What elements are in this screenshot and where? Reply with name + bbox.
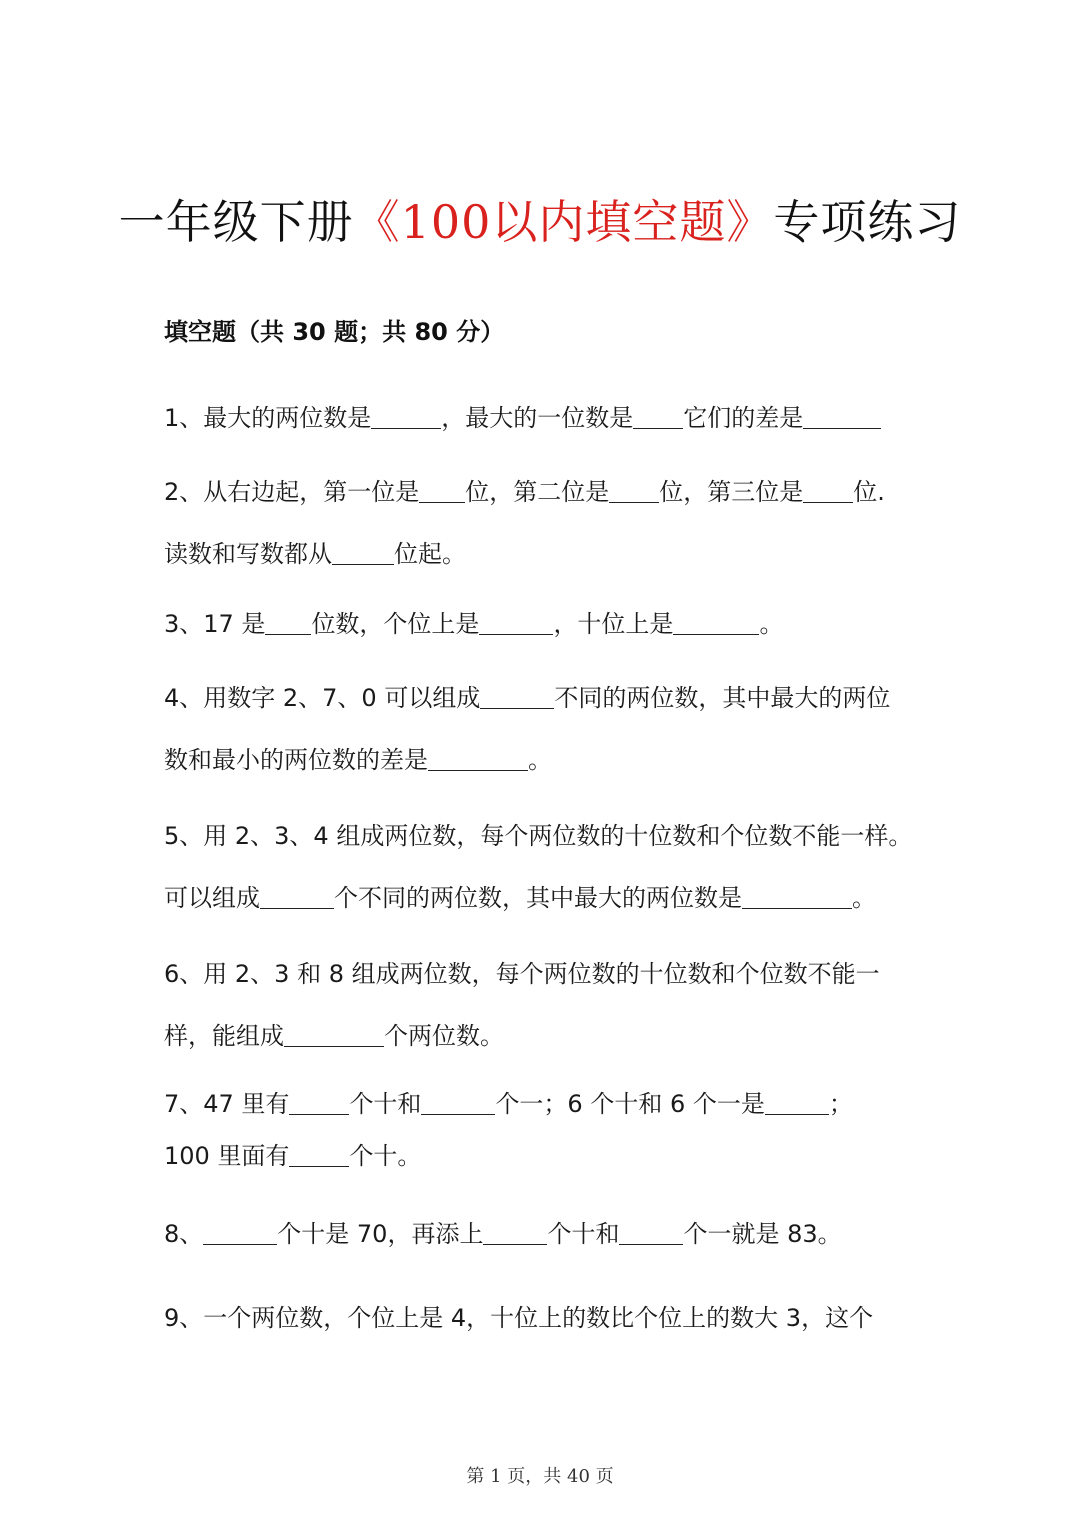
- answer-blank[interactable]: [371, 403, 441, 429]
- question-text-segment: 位，第二位是: [465, 478, 610, 506]
- question-text-segment: 6、用 2、3 和 8 组成两位数，每个两位数的十位数和个位数不能一: [164, 960, 880, 988]
- question-2-line-1: [164, 472, 885, 507]
- question-text-segment: 4、用数字 2、7、0 可以组成: [164, 684, 481, 712]
- question-text-segment: 位数，个位上是: [311, 610, 480, 638]
- page-footer: 第 1 页，共 40 页: [466, 1466, 614, 1487]
- answer-blank[interactable]: [284, 1021, 384, 1047]
- question-3-line-1: [164, 604, 783, 639]
- question-6-line-1: [164, 954, 880, 989]
- question-text-segment: 数和最小的两位数的差是: [164, 746, 428, 774]
- answer-blank[interactable]: [803, 403, 881, 429]
- question-text-segment: 可以组成: [164, 884, 260, 912]
- title-prefix: 一年级下册: [118, 195, 354, 249]
- answer-blank[interactable]: [428, 745, 528, 771]
- answer-blank[interactable]: [260, 883, 334, 909]
- answer-blank[interactable]: [673, 609, 759, 635]
- question-text-segment: 位起。: [394, 540, 466, 568]
- question-text-segment: 个一；6 个十和 6 个一是: [495, 1090, 765, 1118]
- question-5-line-1: [164, 816, 912, 851]
- question-text-segment: 。: [852, 884, 876, 912]
- question-2-line-2: [164, 534, 466, 569]
- question-text-segment: 5、用 2、3、4 组成两位数，每个两位数的十位数和个位数不能一样。: [164, 822, 913, 850]
- section-heading: 填空题（共 30 题；共 80 分）: [164, 318, 505, 346]
- question-7-line-2: [164, 1136, 421, 1171]
- question-text-segment: 100 里面有: [164, 1142, 290, 1170]
- title-suffix: 专项练习: [773, 195, 962, 249]
- question-text-segment: 位.: [853, 478, 885, 506]
- question-text-segment: 1、最大的两位数是: [164, 404, 372, 432]
- answer-blank[interactable]: [619, 1219, 683, 1245]
- question-text-segment: 个十和: [547, 1220, 620, 1248]
- question-text-segment: ；: [828, 1090, 853, 1118]
- answer-blank[interactable]: [332, 539, 394, 565]
- question-text-segment: 。: [759, 610, 784, 638]
- answer-blank[interactable]: [803, 477, 853, 503]
- question-4-line-1: [164, 678, 890, 713]
- question-text-segment: 个一就是 83。: [683, 1220, 842, 1248]
- answer-blank[interactable]: [480, 683, 554, 709]
- question-text-segment: 个十是 70，再添上: [277, 1220, 484, 1248]
- question-7-line-1: [164, 1084, 853, 1119]
- question-text-segment: 个两位数。: [384, 1022, 504, 1050]
- question-1-line-1: [164, 398, 881, 433]
- question-text-segment: 3、17 是: [164, 610, 266, 638]
- question-text-segment: 7、47 里有: [164, 1090, 290, 1118]
- answer-blank[interactable]: [289, 1089, 349, 1115]
- question-text-segment: ，最大的一位数是: [441, 404, 634, 432]
- question-text-segment: ，十位上是: [553, 610, 674, 638]
- question-text-segment: 位，第三位是: [659, 478, 804, 506]
- answer-blank[interactable]: [421, 1089, 495, 1115]
- answer-blank[interactable]: [633, 403, 683, 429]
- question-text-segment: 它们的差是: [683, 404, 804, 432]
- answer-blank[interactable]: [265, 609, 311, 635]
- page-title: [0, 186, 1080, 252]
- question-8-line-1: [164, 1214, 842, 1249]
- question-text-segment: 个不同的两位数，其中最大的两位数是: [334, 884, 742, 912]
- answer-blank[interactable]: [609, 477, 659, 503]
- answer-blank[interactable]: [483, 1219, 547, 1245]
- answer-blank[interactable]: [765, 1089, 829, 1115]
- question-text-segment: 个十。: [349, 1142, 422, 1170]
- answer-blank[interactable]: [203, 1219, 277, 1245]
- answer-blank[interactable]: [479, 609, 553, 635]
- answer-blank[interactable]: [419, 477, 465, 503]
- answer-blank[interactable]: [289, 1141, 349, 1167]
- question-9-line-1: [164, 1298, 873, 1333]
- question-6-line-2: [164, 1016, 504, 1051]
- title-highlight: 《100以内填空题》: [353, 195, 774, 249]
- question-text-segment: 8、: [164, 1220, 204, 1248]
- question-text-segment: 。: [528, 746, 552, 774]
- question-text-segment: 不同的两位数，其中最大的两位: [554, 684, 891, 712]
- question-text-segment: 个十和: [349, 1090, 422, 1118]
- question-text-segment: 样，能组成: [164, 1022, 284, 1050]
- question-text-segment: 9、一个两位数，个位上是 4，十位上的数比个位上的数大 3，这个: [164, 1304, 874, 1332]
- question-4-line-2: [164, 740, 552, 775]
- question-text-segment: 读数和写数都从: [164, 540, 332, 568]
- answer-blank[interactable]: [742, 883, 852, 909]
- question-5-line-2: [164, 878, 876, 913]
- question-text-segment: 2、从右边起，第一位是: [164, 478, 420, 506]
